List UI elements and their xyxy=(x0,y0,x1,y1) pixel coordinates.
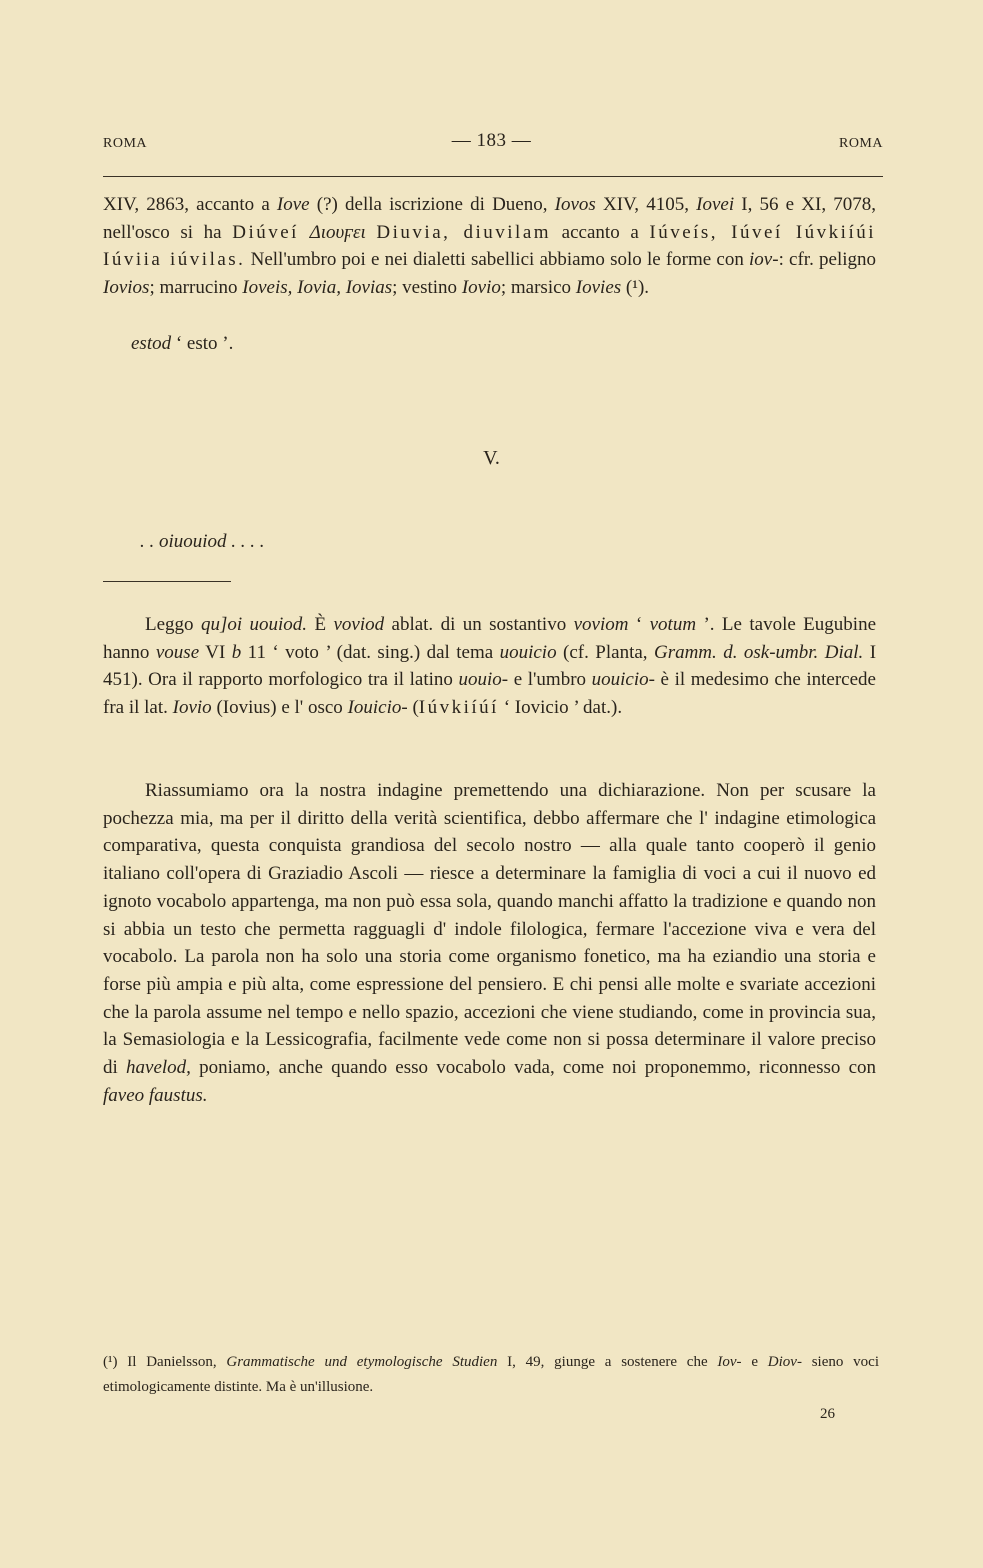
text-run: (?) della iscrizione di Dueno, xyxy=(309,194,555,215)
oscan-term: Iúvkiíúí xyxy=(418,697,499,719)
text-run: XIV, 2863, accanto a xyxy=(103,194,277,215)
text-run: e xyxy=(741,1354,768,1370)
text-run: VI xyxy=(199,641,232,663)
text-run: Leggo xyxy=(145,614,201,635)
page-number: — 183 — xyxy=(451,130,532,151)
estod-line xyxy=(131,330,233,358)
text-run: ; marsico xyxy=(500,277,576,299)
running-head-left: ROMA xyxy=(103,136,148,151)
italic-term: havelod, xyxy=(126,1057,191,1079)
italic-term: faveo faustus. xyxy=(103,1084,208,1106)
paragraph-iove-forms xyxy=(103,191,876,302)
italic-term: uouicio xyxy=(499,641,557,663)
italic-term: votum xyxy=(649,614,697,635)
italic-term: Diov- xyxy=(767,1354,802,1370)
italic-term: Iovio xyxy=(172,697,212,719)
italic-term: uouicio- xyxy=(591,669,655,691)
section-rule xyxy=(103,581,231,582)
text-run: (cf. Planta, xyxy=(556,641,654,663)
paragraph-conclusion xyxy=(103,777,876,1109)
text-run: e l'umbro xyxy=(508,669,592,691)
italic-term: Iovies xyxy=(575,277,622,299)
text-run: (¹) Il Danielsson, xyxy=(103,1354,227,1370)
signature-number: 26 xyxy=(820,1406,835,1422)
text-run: (¹). xyxy=(621,277,650,299)
italic-term: uouio- xyxy=(458,669,509,691)
italic-term: voviom xyxy=(573,614,629,635)
text-run: ; vestino xyxy=(392,277,462,299)
text-run: accanto a xyxy=(551,221,650,243)
italic-term: Ioveis, Iovia, Iovias xyxy=(242,277,393,299)
text-run: I, 56 e XI, 7078, nell'osco si ha xyxy=(103,194,876,243)
text-run: ablat. di un sostantivo xyxy=(384,614,574,635)
text-run: (Iovius) e l' osco xyxy=(211,697,348,719)
text-run: Riassumiamo ora la nostra indagine premettendo una dichiarazione. Non per scusare la pochezza mia, ma per il diritto della verità scientifica, debbo affermare che l' indagine etimologica comparativa, questa conquista grandiosa del secolo nostro — alla quale tanto cooperò il genio italiano coll'opera di Graziadio Ascoli — riesce a determinare la famiglia di voci a cui il nuovo ed ignoto vocabolo appartenga, ma non può essa sola, quando manchi affatto la tradizione e quando non si abbia un testo che permetta ragguagli d' indole filologica, fermare l'accezione viva e vera del vocabolo. La parola non ha solo una storia come organismo fonetico, ma ha eziandio una storia e forse più ampia e più alta, come espressione del pensiero. E chi pensi alle molte e svariate accezioni che la parola assume nel tempo e nello spazio, accezioni che viene studiando, come in provincia sua, la Semasiologia e la Lessicografia, facilmente vede come non si possa determinare il valore preciso di xyxy=(103,780,876,1079)
italic-term: iov- xyxy=(749,249,779,271)
italic-term: Iovio xyxy=(461,277,501,299)
italic-term: Gramm. d. osk-umbr. Dial. xyxy=(653,641,864,663)
italic-term: b xyxy=(231,641,242,663)
italic-term: voviod xyxy=(333,614,385,635)
italic-term: Iouicio- xyxy=(347,697,408,719)
header-rule xyxy=(103,176,883,177)
section-heading: V. xyxy=(483,447,500,469)
italic-term: Iovei xyxy=(696,194,735,215)
oscan-term: Diuvia, diuvilam xyxy=(376,221,552,243)
text-run: 11 ‘ voto ’ (dat. sing.) dal tema xyxy=(241,641,500,663)
text-run: ’. Le tavole Eugubine hanno xyxy=(103,614,876,663)
text-run: Nell'umbro poi e nei dialetti sabellici abbiamo solo le forme con xyxy=(245,249,750,271)
text-run: poniamo, anche quando esso vocabolo vada, come noi proponemmo, riconnesso con xyxy=(190,1057,877,1079)
paragraph-voviod xyxy=(103,611,876,722)
italic-term: Iovios xyxy=(103,277,150,299)
text-run: ‘ xyxy=(628,614,650,635)
greek-term: Διουϝει xyxy=(309,221,366,243)
text-run: I 451). Ora il rapporto morfologico tra il latino xyxy=(103,641,877,691)
italic-term: Iov- xyxy=(717,1354,742,1370)
running-head-right: ROMA xyxy=(838,136,883,151)
text-run: ( xyxy=(407,697,419,719)
italic-term: estod xyxy=(131,333,172,354)
text-run: È xyxy=(307,614,334,635)
oscan-term: Diúveí xyxy=(232,221,299,243)
text-run: ; marrucino xyxy=(149,277,243,299)
italic-term: Iovos xyxy=(554,194,596,215)
text-run: XIV, 4105, xyxy=(595,194,697,215)
text-run: I, 49, giunge a sostenere che xyxy=(497,1354,718,1370)
text-run: ‘ esto ’. xyxy=(171,333,234,354)
footnote xyxy=(103,1350,879,1400)
text-run: è il medesimo che intercede fra il lat. xyxy=(103,669,876,719)
italic-term: Grammatische und etymologische Studien xyxy=(226,1354,498,1370)
oscan-term: Iúveís, Iúveí Iúvkiíúi Iúviia iúvilas. xyxy=(103,221,877,271)
italic-term: Iove xyxy=(276,194,310,215)
inscription-fragment: . . oiuouiod . . . . xyxy=(140,531,265,552)
text-run: ‘ Iovicio ’ dat.). xyxy=(498,697,623,719)
text-run: : cfr. peligno xyxy=(778,249,876,271)
italic-term: qu]oi uouiod. xyxy=(200,614,308,635)
italic-term: vouse xyxy=(155,641,200,663)
text-run: sieno voci etimologicamente distinte. Ma è un'illusione. xyxy=(103,1354,879,1395)
